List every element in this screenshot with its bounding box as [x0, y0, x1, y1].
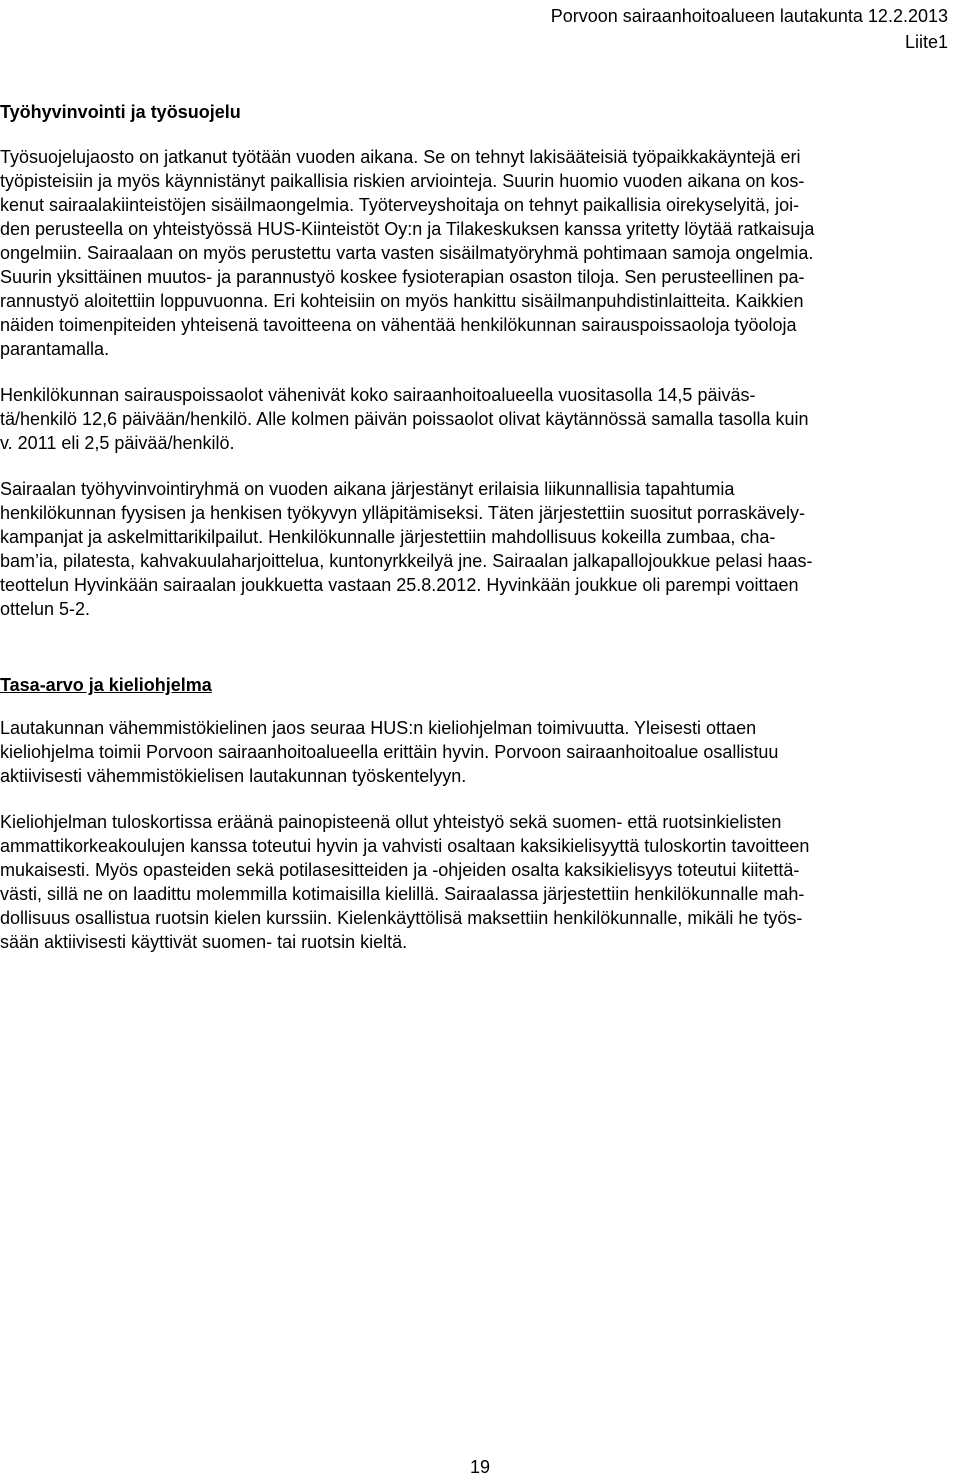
- header-appendix-label: Liite1: [904, 32, 948, 52]
- section-title-tyohyvinvointi: Työhyvinvointi ja työsuojelu: [0, 102, 241, 122]
- paragraph-tyohyvinvointiryhma: Sairaalan työhyvinvointiryhmä on vuoden aikana järjestänyt erilaisia liikunnallisia tapahtumia henkilökunnan fyysisen ja henkisen työkyvyn ylläpitämiseksi. Täten järjestettiin suositut porraskävely- kampanjat ja askelmittarikilpailut. Henkilökunnalle järjestettiin mahdollisuus kokeilla zumbaa, cha- bam’ia, pilatesta, kahvakuulaharjoittelua, kuntonyrkkeilyä jne. Sairaalan jalkapallojoukkue pelasi haas- teottelun Hyvinkään sairaalan joukkuetta vastaan 25.8.2012. Hyvinkään joukkue oli parempi voittaen ottelun 5-2.: [0, 479, 813, 619]
- page-number: 19: [469, 1457, 491, 1477]
- document-body: [0, 100, 950, 954]
- section-title-tasa-arvo: Tasa-arvo ja kieliohjelma: [0, 675, 212, 695]
- paragraph-kieliohjelman-tuloskortti: Kieliohjelman tuloskortissa eräänä painopisteenä ollut yhteistyö sekä suomen- että ruotsinkielisten ammattikorkeakoulujen kanssa toteutui hyvin ja vahvisti osaltaan kaksikielisyyttä tuloskortin tavoitteen mukaisesti. Myös opasteiden sekä potilasesitteiden ja -ohjeiden osalta kaksikielisyys toteutui kiitettä- västi, sillä ne on laadittu molemmilla kotimaisilla kielillä. Sairaalassa järjestettiin henkilökunnalle mah- dollisuus osallistua ruotsin kielen kurssiin. Kielenkäyttölisä maksettiin henkilökunnalle, mikäli he työs- sään aktiivisesti käyttivät suomen- tai ruotsin kieltä.: [0, 812, 810, 952]
- paragraph-sairauspoissaolot: Henkilökunnan sairauspoissaolot vähenivät koko sairaanhoitoalueella vuositasolla 14,5 päiväs- tä/henkilö 12,6 päivään/henkilö. Alle kolmen päivän poissaolot olivat käytännössä samalla tasolla kuin v. 2011 eli 2,5 päivää/henkilö.: [0, 385, 809, 453]
- document-header: [551, 3, 948, 55]
- paragraph-vahemmistokielinen-jaos: Lautakunnan vähemmistökielinen jaos seuraa HUS:n kieliohjelman toimivuutta. Yleisesti ottaen kieliohjelma toimii Porvoon sairaanhoitoalueella erittäin hyvin. Porvoon sairaanhoitoalue osallistuu aktiivisesti vähemmistökielisen lautakunnan työskentelyyn.: [0, 718, 779, 786]
- paragraph-tyosuojelu: Työsuojelujaosto on jatkanut työtään vuoden aikana. Se on tehnyt lakisääteisiä työpaikkakäyntejä eri työpisteisiin ja myös käynnistänyt paikallisia riskien arviointeja. Suurin huomio vuoden aikana on kos- kenut sairaalakiinteistöjen sisäilmaongelmia. Työterveyshoitaja on tehnyt paikallisia oirekyselyitä, joi- den perusteella on yhteistyössä HUS-Kiinteistöt Oy:n ja Tilakeskuksen kanssa yritetty löytää ratkaisuja ongelmiin. Sairaalaan on myös perustettu varta vasten sisäilmatyöryhmä pohtimaan samoja ongelmia. Suurin yksittäinen muutos- ja parannustyö koskee fysioterapian osaston tiloja. Sen perusteellinen pa- rannustyö aloitettiin loppuvuonna. Eri kohteisiin on myös hankittu sisäilmanpuhdistinlaitteita. Kaikkien näiden toimenpiteiden yhteisenä tavoitteena on vähentää henkilökunnan sairauspoissaoloja työoloja parantamalla.: [0, 147, 815, 359]
- header-committee-date: Porvoon sairaanhoitoalueen lautakunta 12.2.2013: [550, 6, 948, 26]
